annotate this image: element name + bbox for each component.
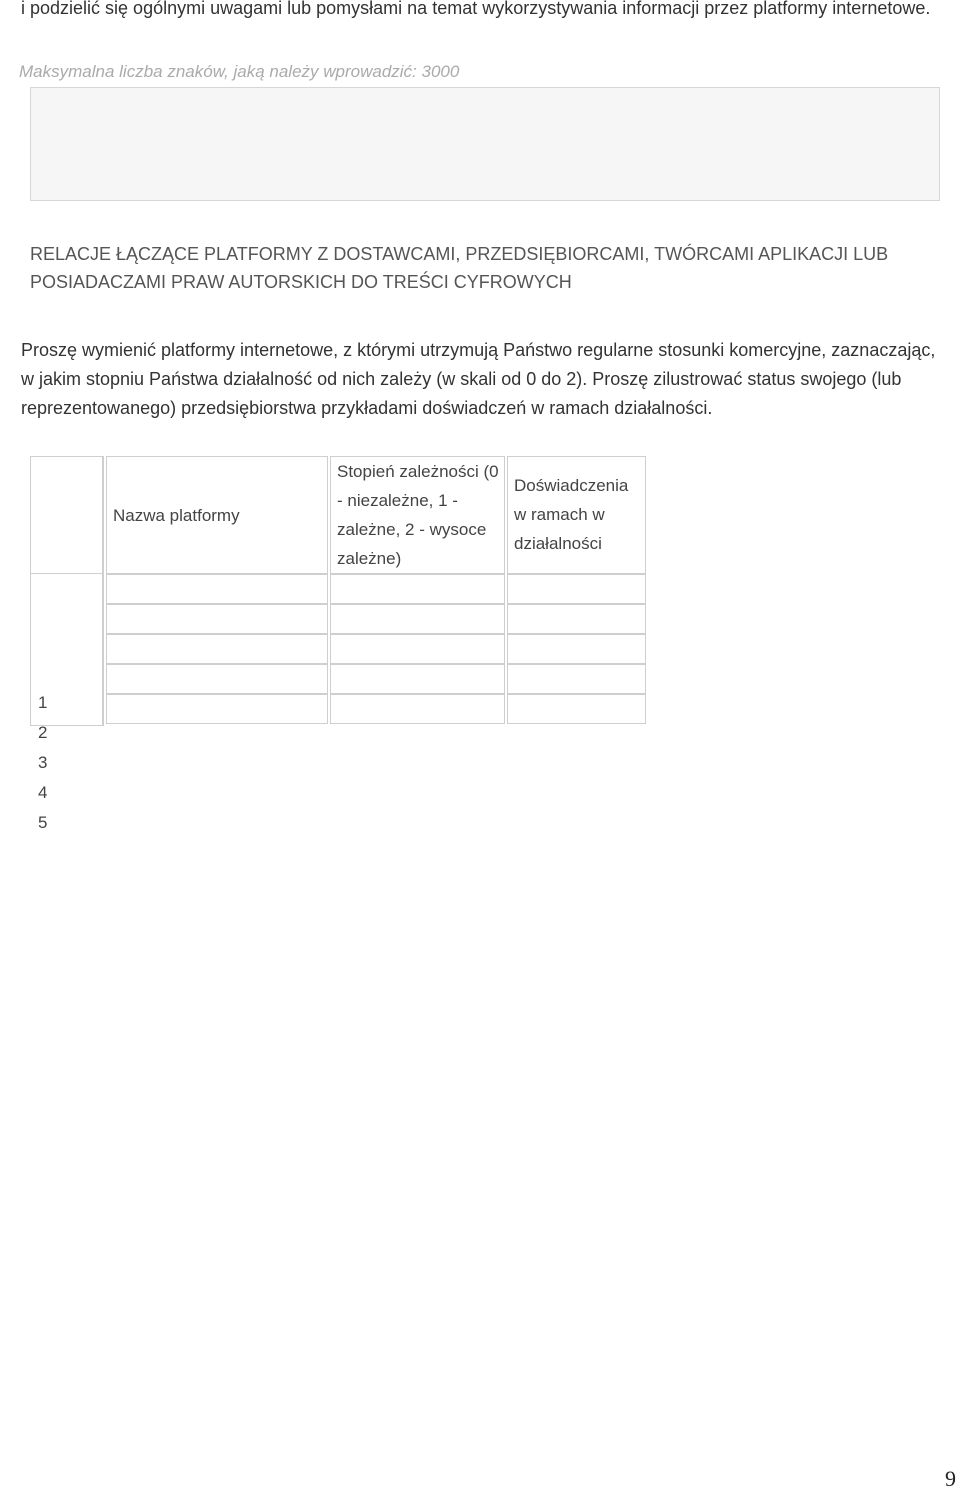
row-number: 2 bbox=[38, 723, 48, 742]
comment-textarea[interactable] bbox=[30, 87, 940, 201]
platforms-table bbox=[30, 456, 648, 832]
platform-name-input[interactable] bbox=[106, 574, 328, 604]
experience-input[interactable] bbox=[507, 664, 646, 694]
dependency-input[interactable] bbox=[330, 604, 505, 634]
row-number: 1 bbox=[38, 693, 48, 712]
platform-name-input[interactable] bbox=[106, 694, 328, 724]
header-platform-name: Nazwa platformy bbox=[106, 456, 328, 574]
header-number bbox=[30, 456, 104, 574]
row-number: 3 bbox=[38, 753, 48, 772]
dependency-input[interactable] bbox=[330, 664, 505, 694]
row-number: 5 bbox=[38, 813, 48, 832]
intro-text: i podzielić się ogólnymi uwagami lub pomysłami na temat wykorzystywania informacji przez platformy internetowe. bbox=[21, 0, 931, 18]
row-number: 4 bbox=[38, 783, 48, 802]
experience-input[interactable] bbox=[507, 694, 646, 724]
experience-input[interactable] bbox=[507, 574, 646, 604]
table-header-row bbox=[30, 456, 648, 574]
section-heading: RELACJE ŁĄCZĄCE PLATFORMY Z DOSTAWCAMI, PRZEDSIĘBIORCAMI, TWÓRCAMI APLIKACJI LUB POSIADACZAMI PRAW AUTORSKICH DO TREŚCI CYFROWYCH bbox=[30, 244, 889, 292]
character-limit-label: Maksymalna liczba znaków, jaką należy wprowadzić: 3000 bbox=[19, 62, 460, 81]
experience-input[interactable] bbox=[507, 634, 646, 664]
header-experience: Doświadczenia w ramach w działalności bbox=[507, 456, 646, 574]
header-dependency: Stopień zależności (0 - niezależne, 1 - zależne, 2 - wysoce zależne) bbox=[330, 456, 505, 574]
page-number: 9 bbox=[945, 1466, 956, 1491]
platform-name-input[interactable] bbox=[106, 664, 328, 694]
question-text: Proszę wymienić platformy internetowe, z którymi utrzymują Państwo regularne stosunki komercyjne, zaznaczając, w jakim stopniu Państwa działalność od nich zależy (w skali od 0 do 2). Proszę zilustrować status swojego (lub reprezentowanego) przedsiębiorstwa przykładami doświadczeń w ramach działalności. bbox=[21, 340, 936, 418]
dependency-input[interactable] bbox=[330, 574, 505, 604]
experience-input[interactable] bbox=[507, 604, 646, 634]
platform-name-input[interactable] bbox=[106, 634, 328, 664]
platform-name-input[interactable] bbox=[106, 604, 328, 634]
dependency-input[interactable] bbox=[330, 694, 505, 724]
row-number-column bbox=[30, 574, 104, 832]
dependency-input[interactable] bbox=[330, 634, 505, 664]
